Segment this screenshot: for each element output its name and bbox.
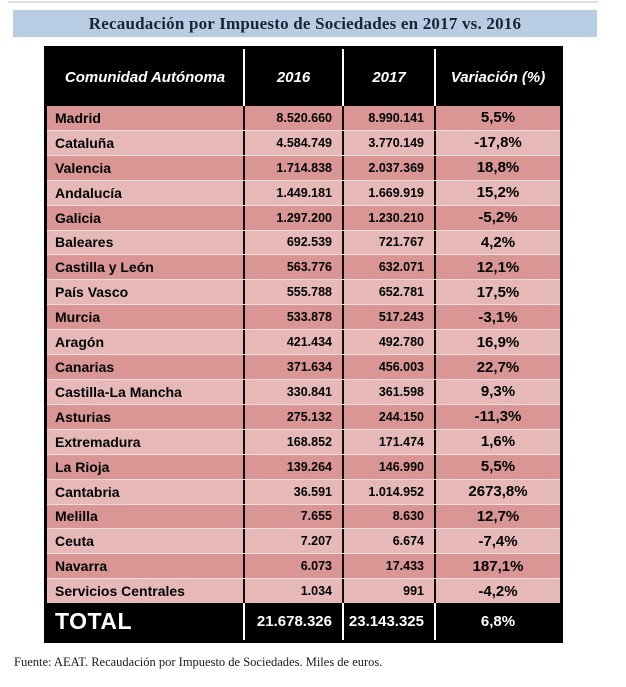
value-2016-cell: 8.520.660 [243, 106, 342, 130]
community-name-cell: Andalucía [55, 184, 122, 201]
community-name-cell: La Rioja [55, 458, 110, 475]
value-2017-cell: 1.230.210 [342, 206, 434, 230]
community-name-cell: Melilla [55, 508, 98, 525]
value-2017-cell: 652.781 [342, 280, 434, 304]
table-row [47, 279, 560, 304]
table-row [47, 454, 560, 479]
value-2016-cell: 421.434 [243, 330, 342, 354]
variation-cell: 9,3% [434, 380, 560, 404]
variation-cell: 18,8% [434, 156, 560, 180]
table-row [47, 304, 560, 329]
table-row [47, 553, 560, 578]
community-name-cell: Asturias [55, 408, 112, 425]
title-banner [13, 10, 597, 37]
variation-cell: -5,2% [434, 206, 560, 230]
community-name-cell: Aragón [55, 334, 104, 351]
value-2017-cell: 8.990.141 [342, 106, 434, 130]
value-2017-cell: 361.598 [342, 380, 434, 404]
value-2016-cell: 6.073 [243, 554, 342, 578]
table-row [47, 429, 560, 454]
table-body [47, 106, 560, 603]
value-2016-cell: 692.539 [243, 231, 342, 255]
variation-cell: 1,6% [434, 430, 560, 454]
community-name-cell: Castilla-La Mancha [55, 383, 182, 400]
value-2017-cell: 171.474 [342, 430, 434, 454]
community-name-cell: Cantabria [55, 483, 120, 500]
table-row [47, 379, 560, 404]
value-2016-cell: 1.297.200 [243, 206, 342, 230]
table-row [47, 578, 560, 603]
value-2017-cell: 244.150 [342, 405, 434, 429]
value-2017-cell: 146.990 [342, 455, 434, 479]
table-row [47, 106, 560, 130]
value-2016-cell: 533.878 [243, 305, 342, 329]
total-label: TOTAL [55, 608, 133, 634]
variation-cell: 16,9% [434, 330, 560, 354]
community-name-cell: Baleares [55, 234, 114, 251]
variation-cell: -17,8% [434, 131, 560, 155]
total-variation: 6,8% [434, 603, 560, 640]
tax-revenue-table [44, 46, 563, 643]
value-2016-cell: 1.714.838 [243, 156, 342, 180]
table-row [47, 205, 560, 230]
value-2017-cell: 517.243 [342, 305, 434, 329]
variation-cell: -7,4% [434, 529, 560, 553]
table-row [47, 504, 560, 529]
value-2016-cell: 1.449.181 [243, 181, 342, 205]
value-2017-cell: 721.767 [342, 231, 434, 255]
total-2016: 21.678.326 [243, 603, 342, 640]
variation-cell: 2673,8% [434, 480, 560, 504]
value-2016-cell: 1.034 [243, 579, 342, 603]
variation-cell: 22,7% [434, 355, 560, 379]
variation-cell: 12,1% [434, 255, 560, 279]
total-2017: 23.143.325 [342, 603, 434, 640]
value-2017-cell: 991 [342, 579, 434, 603]
value-2017-cell: 456.003 [342, 355, 434, 379]
source-note: Fuente: AEAT. Recaudación por Impuesto de Sociedades. Miles de euros. [14, 655, 383, 669]
variation-cell: -3,1% [434, 305, 560, 329]
community-name-cell: Murcia [55, 309, 101, 326]
page-title: Recaudación por Impuesto de Sociedades en 2017 vs. 2016 [88, 14, 522, 33]
value-2016-cell: 139.264 [243, 455, 342, 479]
community-name-cell: Castilla y León [55, 259, 154, 276]
table-row [47, 155, 560, 180]
value-2016-cell: 4.584.749 [243, 131, 342, 155]
value-2016-cell: 168.852 [243, 430, 342, 454]
variation-cell: 12,7% [434, 505, 560, 529]
community-name-cell: Navarra [55, 558, 108, 575]
value-2017-cell: 1.669.919 [342, 181, 434, 205]
variation-cell: 15,2% [434, 181, 560, 205]
value-2017-cell: 632.071 [342, 255, 434, 279]
community-name-cell: Madrid [55, 109, 101, 126]
variation-cell: 17,5% [434, 280, 560, 304]
community-name-cell: Canarias [55, 359, 115, 376]
table-row [47, 354, 560, 379]
value-2016-cell: 330.841 [243, 380, 342, 404]
table-row [47, 130, 560, 155]
header-cell-community: Comunidad Autónoma [64, 69, 226, 86]
variation-cell: 187,1% [434, 554, 560, 578]
value-2017-cell: 6.674 [342, 529, 434, 553]
community-name-cell: Cataluña [55, 134, 115, 151]
community-name-cell: Ceuta [55, 533, 94, 550]
value-2016-cell: 7.207 [243, 529, 342, 553]
table-row [47, 528, 560, 553]
community-name-cell: Extremadura [55, 433, 141, 450]
variation-cell: 5,5% [434, 106, 560, 130]
variation-cell: -11,3% [434, 405, 560, 429]
variation-cell: -4,2% [434, 579, 560, 603]
value-2017-cell: 492.780 [342, 330, 434, 354]
table-row [47, 404, 560, 429]
header-cell-2016: 2016 [243, 49, 342, 106]
value-2017-cell: 3.770.149 [342, 131, 434, 155]
community-name-cell: País Vasco [55, 284, 129, 301]
value-2017-cell: 2.037.369 [342, 156, 434, 180]
value-2016-cell: 36.591 [243, 480, 342, 504]
table-row [47, 479, 560, 504]
table-row [47, 180, 560, 205]
value-2016-cell: 371.634 [243, 355, 342, 379]
value-2017-cell: 17.433 [342, 554, 434, 578]
variation-cell: 4,2% [434, 231, 560, 255]
top-divider [8, 1, 598, 3]
value-2016-cell: 563.776 [243, 255, 342, 279]
table-row [47, 254, 560, 279]
community-name-cell: Valencia [55, 159, 112, 176]
header-cell-variation: Variación (%) [434, 49, 560, 106]
table-row [47, 329, 560, 354]
table-header [47, 49, 560, 106]
table-row [47, 230, 560, 255]
total-row [47, 603, 560, 640]
value-2017-cell: 1.014.952 [342, 480, 434, 504]
value-2017-cell: 8.630 [342, 505, 434, 529]
variation-cell: 5,5% [434, 455, 560, 479]
value-2016-cell: 7.655 [243, 505, 342, 529]
value-2016-cell: 275.132 [243, 405, 342, 429]
header-cell-2017: 2017 [342, 49, 434, 106]
community-name-cell: Servicios Centrales [55, 583, 185, 600]
community-name-cell: Galicia [55, 209, 101, 226]
value-2016-cell: 555.788 [243, 280, 342, 304]
